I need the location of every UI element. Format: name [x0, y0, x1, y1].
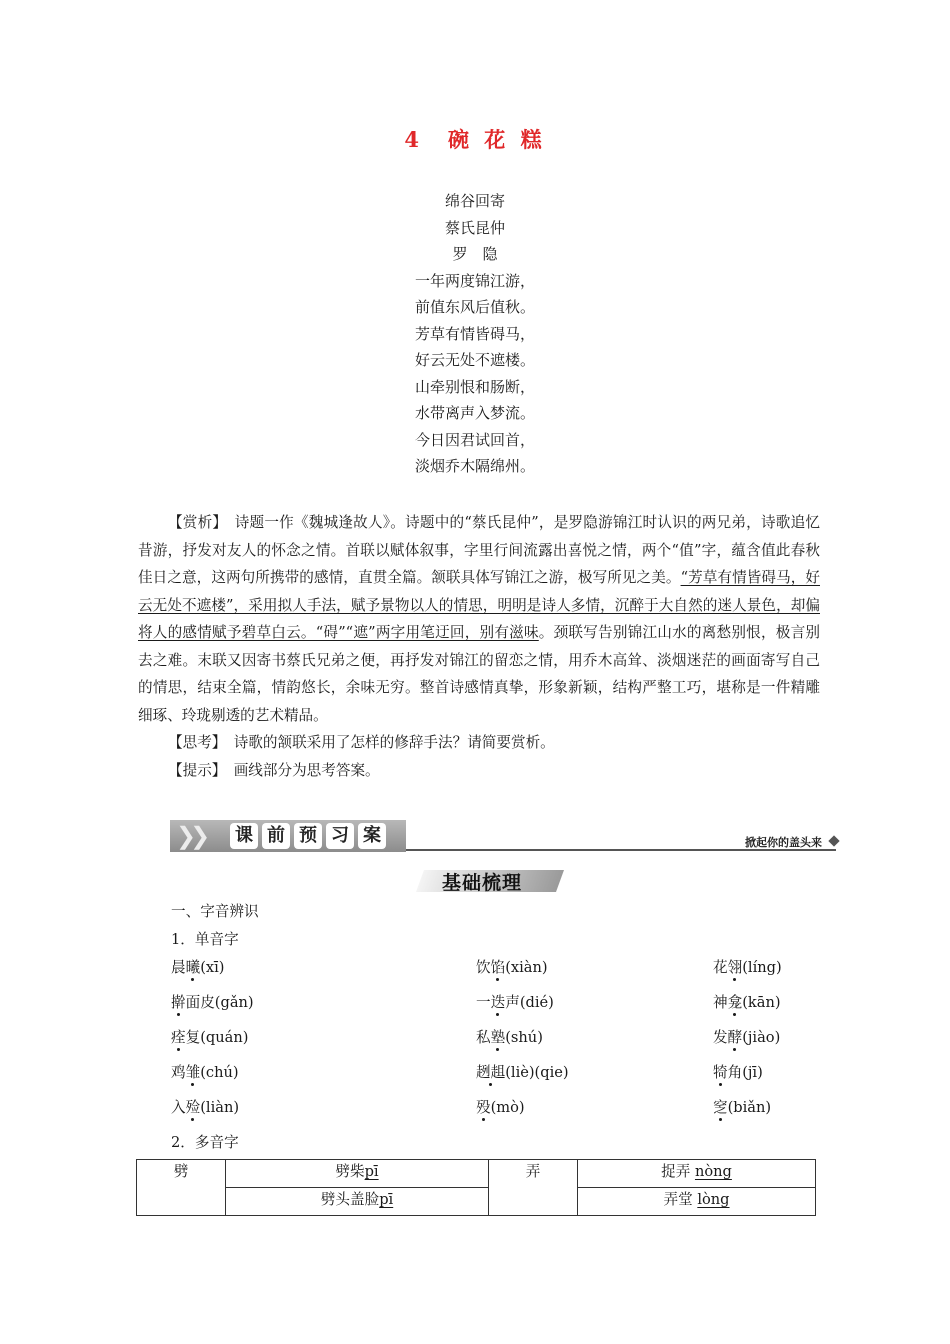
table-cell: 捉弄 nòng: [578, 1160, 816, 1188]
banner-title: [230, 823, 386, 849]
hint-label: 【提示】: [168, 761, 220, 779]
banner-char: 习: [326, 823, 354, 849]
section-heading: 一、字音辨识: [171, 903, 259, 920]
pinyin-item: 鸡雏(chú): [171, 1064, 239, 1081]
subsection-heading: 2．多音字: [171, 1134, 239, 1151]
poem-title-line1: 绵谷回寄: [444, 192, 505, 210]
think-label: 【思考】: [168, 734, 220, 751]
poem-line: 好云无处不遮楼。: [414, 351, 535, 369]
pinyin-item: 神龛(kān): [713, 994, 781, 1011]
pinyin-item: 犄角(jī): [713, 1064, 763, 1081]
pinyin-item: 擀面皮(gǎn): [171, 994, 254, 1011]
pinyin-item: 饮馅(xiàn): [476, 959, 548, 976]
appreciation-text: 诗题一作《魏城逢故人》。诗题中的“蔡氏昆仲”，是罗隐游锦江时认识的两兄弟，诗歌追忆昔游，抒发对友人的怀念之情。首联以赋体叙事，字里行间流露出喜悦之情，两个“值”字，蕴含值此春秋佳日之意，这两句所携带的感情，直贯全篇。颔联具体写锦江之游，极写所见之美。: [138, 514, 820, 586]
pinyin-item: 私塾(shú): [476, 1029, 543, 1046]
table-cell: 弄: [489, 1160, 578, 1216]
appreciation-label: 【赏析】: [168, 514, 220, 531]
think-text: 诗歌的颔联采用了怎样的修辞手法？请简要赏析。: [233, 734, 555, 751]
pinyin-item: 花翎(líng): [713, 959, 782, 976]
pinyin-item: 痊复(quán): [171, 1029, 249, 1046]
table-cell: 劈柴pī: [226, 1160, 489, 1188]
poem-line: 一年两度锦江游，: [414, 271, 535, 290]
poem-author: 罗 隐: [452, 245, 498, 263]
diamond-icon: [828, 835, 839, 846]
poem-line: 山牵别恨和肠断，: [414, 377, 535, 396]
banner-char: 案: [358, 823, 386, 849]
underlined-answer: “芳草有情皆碍马，好云无处不遮楼”，采用拟人手法，赋予景物以人的情思，明明是诗人多情，沉醉于大自然的迷人景色，却偏将人的感情赋予碧草白云。“碍”“遮”两字用笔迂回，别有滋味: [138, 569, 820, 641]
polyphone-table: [136, 1159, 816, 1216]
hint-paragraph: [138, 757, 820, 785]
poem: [0, 188, 950, 480]
pinyin-item: 趔趄(liè)(qie): [476, 1064, 569, 1081]
subsection-heading: 1．单音字: [171, 931, 239, 948]
banner-bar: [170, 820, 406, 852]
table-cell: 劈头盖脸pī: [226, 1188, 489, 1216]
table-row: [137, 1160, 816, 1188]
poem-line: 淡烟乔木隔绵州。: [414, 457, 535, 475]
section-banner: [170, 820, 840, 856]
think-paragraph: [138, 729, 820, 757]
banner-char: 前: [262, 823, 290, 849]
pinyin-item: 发酵(jiào): [713, 1029, 781, 1046]
sub-banner-title: 基础梳理: [442, 872, 523, 894]
banner-slogan: 掀起你的盖头来: [745, 836, 822, 849]
poem-line: 芳草有情皆碍马，: [414, 324, 535, 343]
pinyin-item: 殁(mò): [476, 1099, 525, 1116]
table-cell: 劈: [137, 1160, 226, 1216]
pinyin-item: 晨曦(xī): [171, 959, 225, 976]
pinyin-item: 入殓(liàn): [171, 1099, 240, 1116]
pinyin-item: 一迭声(dié): [476, 994, 554, 1011]
appreciation-text-rest: 。颈联写告别锦江山水的离愁别恨，极言别去之难。末联又因寄书蔡氏兄弟之便，再抒发对锦江的留恋之情，用乔木高耸、淡烟迷茫的画面寄写自己的情思，结束全篇，情韵悠长，余味无穷。整首诗感情真挚，形象新颖，结构严整工巧，堪称是一件精雕细琢、玲珑剔透的艺术精品。: [138, 624, 820, 724]
poem-title-line2: 蔡氏昆仲: [444, 218, 505, 237]
poem-line: 今日因君试回首，: [414, 430, 535, 449]
sub-banner: [420, 866, 560, 894]
banner-char: 课: [230, 823, 258, 849]
double-chevron-icon: ❯❯: [176, 822, 205, 850]
poem-line: 水带离声入梦流。: [414, 404, 535, 422]
hint-text: 画线部分为思考答案。: [233, 761, 380, 779]
pinyin-item: 窆(biǎn): [713, 1099, 772, 1116]
table-cell: 弄堂 lòng: [578, 1188, 816, 1216]
banner-char: 预: [294, 823, 322, 849]
poem-line: 前值东风后值秋。: [414, 298, 535, 316]
appreciation-section: [138, 509, 820, 784]
table-row: [137, 1188, 816, 1216]
lesson-title: 4 碗 花 糕: [404, 127, 546, 152]
appreciation-paragraph: [138, 509, 820, 729]
